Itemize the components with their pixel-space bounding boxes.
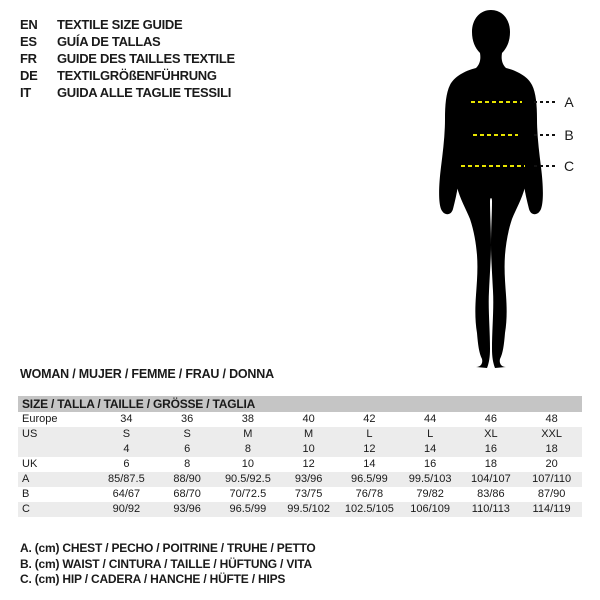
size-cell: 68/70 (173, 488, 201, 500)
size-cell: 12 (302, 458, 315, 470)
measurement-legend (20, 541, 316, 588)
size-cell: 18 (484, 458, 497, 470)
size-cell: S (183, 428, 191, 440)
size-cell: 10 (302, 443, 315, 455)
size-cell: 96.5/99 (229, 503, 267, 515)
size-cell: 99.5/102 (287, 503, 331, 515)
legend-row: C. (cm) HIP / CADERA / HANCHE / HÜFTE / HIPS (20, 572, 286, 586)
size-cell: 96.5/99 (351, 473, 388, 485)
size-table-header: SIZE / TALLA / TAILLE / GRÖSSE / TAGLIA (18, 396, 582, 412)
size-cell: 104/107 (470, 473, 511, 485)
size-cell: 90/92 (112, 503, 141, 515)
measurement-label-b: B (564, 127, 574, 143)
language-code: DE (20, 68, 38, 83)
size-cell: 110/113 (471, 503, 510, 515)
language-list (20, 16, 235, 101)
size-cell: M (243, 428, 253, 440)
size-cell: S (122, 428, 131, 440)
row-label: A (22, 473, 30, 485)
legend-row: A. (cm) CHEST / PECHO / POITRINE / TRUHE / PETTO (20, 541, 316, 555)
size-cell: 16 (484, 443, 497, 455)
waist-dashed-line (473, 134, 518, 136)
language-label: GUIDE DES TAILLES TEXTILE (57, 51, 235, 66)
size-cell: 70/72.5 (229, 488, 267, 500)
size-cell: 20 (545, 458, 558, 470)
table-row (18, 412, 582, 427)
row-label: US (22, 428, 38, 440)
size-cell: 16 (424, 458, 437, 470)
size-cell: 106/109 (410, 503, 450, 515)
woman-silhouette-image (424, 8, 574, 370)
language-row (20, 84, 235, 101)
language-row (20, 16, 235, 33)
language-label: TEXTILE SIZE GUIDE (57, 17, 183, 32)
size-cell: 48 (545, 413, 558, 425)
size-cell: L (427, 428, 434, 440)
size-cell: XL (484, 428, 498, 440)
size-cell: 79/82 (416, 488, 444, 500)
size-cell: 87/90 (537, 488, 566, 500)
legend-row: B. (cm) WAIST / CINTURA / TAILLE / HÜFTUNG / VITA (20, 556, 312, 571)
size-cell: 76/78 (355, 488, 384, 500)
size-cell: 4 (123, 443, 130, 455)
size-cell: 8 (184, 458, 191, 470)
language-row (20, 50, 235, 67)
hip-dashed-line (461, 165, 525, 167)
language-code: ES (20, 34, 37, 49)
table-row (18, 472, 582, 487)
waist-leader-line (534, 134, 557, 136)
row-label (18, 442, 96, 457)
chest-leader-line (534, 101, 557, 103)
row-label: C (22, 503, 30, 515)
table-row (18, 427, 582, 442)
row-label: B (22, 488, 30, 500)
size-cell: 107/110 (532, 473, 572, 485)
table-row (18, 502, 582, 517)
language-code: EN (20, 17, 38, 32)
hip-leader-line (534, 165, 557, 167)
size-cell: 12 (363, 443, 376, 455)
size-cell: 34 (120, 413, 133, 425)
row-label: UK (22, 458, 38, 470)
size-cell: M (304, 428, 314, 440)
table-row (18, 457, 582, 472)
size-cell: 8 (244, 443, 251, 455)
size-cell: 64/67 (112, 488, 141, 500)
measurement-label-c: C (563, 158, 575, 174)
size-cell: 44 (424, 413, 437, 425)
language-label: GUIDA ALLE TAGLIE TESSILI (57, 85, 232, 100)
size-cell: 42 (363, 413, 376, 425)
language-label: TEXTILGRÖßENFÜHRUNG (57, 68, 217, 83)
size-cell: 18 (545, 443, 558, 455)
size-cell: L (366, 428, 373, 440)
language-code: FR (20, 51, 37, 66)
language-row (20, 33, 235, 50)
row-label: Europe (22, 413, 58, 425)
size-cell: 6 (123, 458, 130, 470)
measurement-label-a: A (564, 94, 574, 110)
table-row (18, 487, 582, 502)
language-row (20, 67, 235, 84)
size-cell: 73/75 (294, 488, 323, 500)
size-cell: 14 (363, 458, 376, 470)
size-cell: 38 (241, 413, 254, 425)
size-cell: 102.5/105 (344, 503, 394, 515)
size-cell: 36 (181, 413, 194, 425)
table-row (18, 442, 582, 457)
size-cell: 46 (484, 413, 497, 425)
size-cell: 6 (184, 443, 191, 455)
size-cell: 10 (241, 458, 254, 470)
size-cell: XXL (541, 428, 563, 440)
size-cell: 14 (424, 443, 437, 455)
language-code: IT (20, 85, 31, 100)
size-cell: 114/119 (532, 503, 571, 515)
size-table (18, 396, 582, 517)
size-cell: 93/96 (294, 473, 323, 485)
size-cell: 93/96 (173, 503, 201, 515)
language-label: GUÍA DE TALLAS (57, 34, 161, 49)
size-cell: 90.5/92.5 (224, 473, 271, 485)
size-cell: 88/90 (173, 473, 201, 485)
size-cell: 83/86 (477, 488, 505, 500)
size-cell: 85/87.5 (108, 473, 145, 485)
size-cell: 99.5/103 (408, 473, 452, 485)
size-cell: 40 (302, 413, 315, 425)
size-table-body (18, 412, 582, 517)
chest-dashed-line (471, 101, 522, 103)
gender-title: WOMAN / MUJER / FEMME / FRAU / DONNA (20, 367, 274, 381)
